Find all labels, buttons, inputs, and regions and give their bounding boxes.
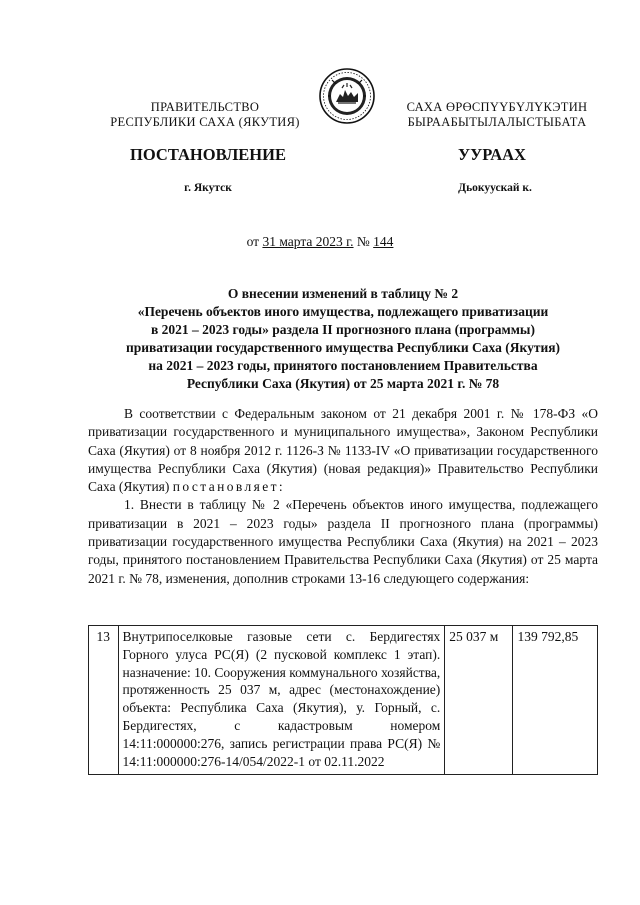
- row-number-cell: 13: [89, 626, 119, 775]
- header-right-line1: САХА ӨРӨСПҮҮБҮЛҮКЭТИН: [406, 100, 588, 114]
- value-cell: 139 792,85: [513, 626, 598, 775]
- document-number: 144: [373, 234, 394, 249]
- header-left-line1: ПРАВИТЕЛЬСТВО: [150, 100, 260, 114]
- length-cell: 25 037 м: [445, 626, 513, 775]
- government-name-yakut: [392, 100, 602, 130]
- table-row: [89, 626, 598, 775]
- document-type-yakut: УУРААХ: [458, 145, 526, 164]
- government-name-russian: [100, 100, 310, 130]
- property-table: [88, 625, 598, 775]
- title-line: приватизации государственного имущества Республики Саха (Якутия): [125, 340, 561, 355]
- preamble-text: В соответствии с Федеральным законом от 21 декабря 2001 г. № 178-ФЗ «О приватизации государственного и муниципального имущества», Законом Республики Саха (Якутия) от 8 ноября 2012 г. 1126-З № 1133-IV «О приватизации государственного имущества Республики Саха (Якутия) (новая редакция)» Правительство Республики Саха (Якутия): [88, 406, 598, 495]
- coat-of-arms-icon: [318, 66, 376, 126]
- date-prefix: от: [246, 234, 260, 249]
- header-left-line2: РЕСПУБЛИКИ САХА (ЯКУТИЯ): [110, 115, 300, 129]
- title-line: в 2021 – 2023 годы» раздела II прогнозного плана (программы): [151, 322, 535, 337]
- document-date-line: [0, 234, 640, 250]
- city-russian: г. Якутск: [184, 182, 232, 194]
- title-line: О внесении изменений в таблицу № 2: [227, 286, 459, 301]
- number-sign: №: [356, 234, 370, 249]
- resolution-word: постановляет:: [172, 479, 286, 495]
- document-type-russian: ПОСТАНОВЛЕНИЕ: [130, 145, 286, 164]
- object-description-cell: Внутрипоселковые газовые сети с. Бердигестях Горного улуса РС(Я) (2 пусковой комплекс 1 этап). назначение: 10. Сооружения коммунального хозяйства, протяженность 25 037 м, адрес (местонахождение) объекта: Республика Саха (Якутия), у. Горный, с. Бердигестях, с кадастровым номером 14:11:000000:276, запись регистрации права РС(Я) № 14:11:000000:276-14/054/2022-1 от 02.11.2022: [118, 626, 445, 775]
- document-date: 31 марта 2023 г.: [262, 234, 354, 249]
- city-yakut: Дьокуускай к.: [458, 182, 532, 194]
- preamble-paragraph: [88, 405, 598, 496]
- clause-1-paragraph: 1. Внести в таблицу № 2 «Перечень объектов иного имущества, подлежащего приватизации в 2021 – 2023 годы» раздела II прогнозного плана (программы) приватизации государственного имущества Республики Саха (Якутия) на 2021 – 2023 годы, принятого постановлением Правительства Республики Саха (Якутия) от 25 марта 2021 г. № 78, изменения, дополнив строками 13-16 следующего содержания:: [88, 497, 598, 586]
- title-line: «Перечень объектов иного имущества, подлежащего приватизации: [137, 304, 549, 319]
- title-line: на 2021 – 2023 годы, принятого постановлением Правительства: [148, 358, 538, 373]
- title-line: Республики Саха (Якутия) от 25 марта 2021 г. № 78: [186, 376, 500, 391]
- document-title: [88, 285, 598, 393]
- document-body: [88, 405, 598, 588]
- header-right-line2: БЫРААБЫТЫЛАЛЫСТЫБАТА: [407, 115, 587, 129]
